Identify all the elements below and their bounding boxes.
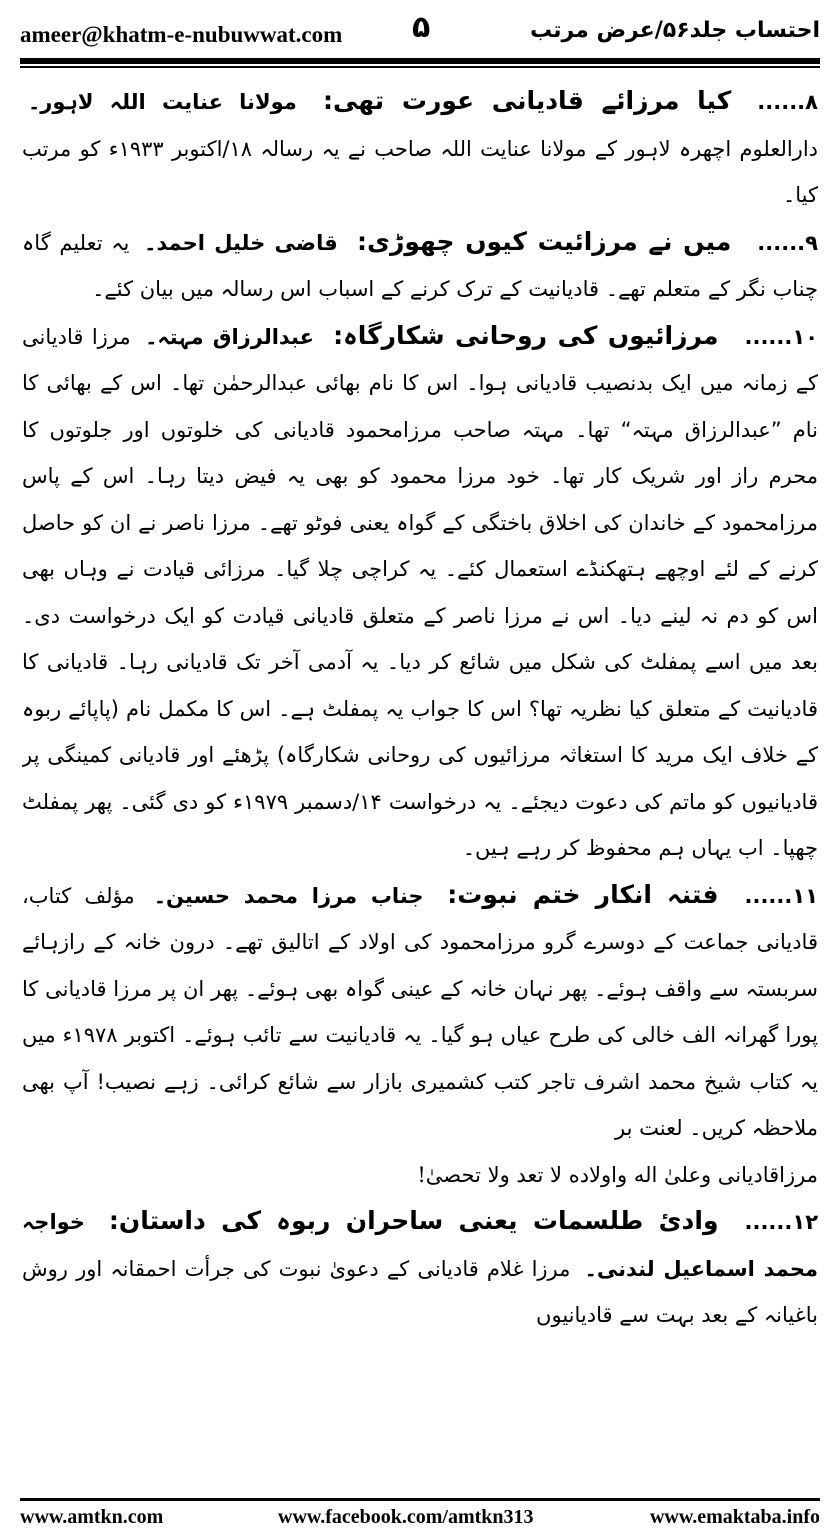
entry-8 <box>22 78 818 219</box>
entry-body: یہ تعلیم گاہ چناب نگر کے متعلم تھے۔ قادیانیت کے ترک کرنے کے اسباب اس رسالہ میں بیان کئے۔ <box>22 230 818 301</box>
footer-rule <box>20 1498 820 1501</box>
entry-number: ۹...... <box>757 230 818 255</box>
entry-11 <box>22 872 818 1199</box>
entry-12 <box>22 1198 818 1339</box>
entry-title: وادئ طلسمات یعنی ساحران ربوہ کی داستان: <box>108 1206 719 1235</box>
header-rule-thick <box>20 58 820 64</box>
entry-author: خواجہ محمد اسماعیل لندنی۔ <box>22 1210 818 1281</box>
header-rule-thin <box>20 66 820 68</box>
footer-link-facebook[interactable]: www.facebook.com/amtkn313 <box>278 1506 534 1528</box>
entry-number: ۱۰...... <box>744 324 818 349</box>
entry-number: ۸...... <box>757 90 818 114</box>
footer-link-amtkn[interactable]: www.amtkn.com <box>20 1506 164 1528</box>
book-title: احتساب جلد۵۶/عرض مرتب <box>529 18 820 43</box>
page-number: ۵ <box>412 10 431 45</box>
entry-author: جناب مرزا محمد حسین۔ <box>153 883 424 908</box>
header-email: ameer@khatm-e-nubuwwat.com <box>20 22 343 47</box>
entry-title: کیا مرزائے قادیانی عورت تھی: <box>323 86 732 115</box>
footer-link-emaktaba[interactable]: www.emaktaba.info <box>649 1506 820 1528</box>
entry-body: مرزا قادیانی کے زمانہ میں ایک بدنصیب قادیانی ہوا۔ اس کا نام بھائی عبدالرحمٰن تھا۔ اس کے بھائی کا نام ”عبدالرزاق مہتہ“ تھا۔ مہتہ صاحب مرزامحمود قادیانی کی خلوتوں اور جلوتوں کا محرم راز اور شریک کار تھا۔ خود مرزا محمود کو بھی یہ فیض دیتا رہا۔ اس کے پاس مرزامحمود کے خاندان کی اخلاق باختگی کے گواہ یعنی فوٹو تھے۔ مرزا ناصر نے ان کو حاصل کرنے کے لئے اوچھے ہتھکنڈے استعمال کئے۔ یہ کراچی چلا گیا۔ مرزائی قیادت نے وہاں بھی اس کو دم نہ لینے دیا۔ اس نے مرزا ناصر کے متعلق قادیانی قیادت کو ایک درخواست دی۔ بعد میں اسے پمفلٹ کی شکل میں شائع کر دیا۔ یہ آدمی آخر تک قادیانی رہا۔ قادیانی کا قادیانیت کے متعلق کیا نظریہ تھا؟ اس کا جواب یہ پمفلٹ ہے۔ اس کا مکمل نام (پاپائے ربوہ کے خلاف ایک مرید کا استغاثہ مرزائیوں کی روحانی شکارگاہ) پڑھئے اور قادیانی کمینگی پر قادیانیوں کو ماتم کی دعوت دیجئے۔ یہ درخواست ۱۴/دسمبر ۱۹۷۹ء کو دی گئی۔ پھر پمفلٹ چھپا۔ اب یہاں ہم محفوظ کر رہے ہیں۔ <box>22 324 818 860</box>
entry-author: عبدالرزاق مہتہ۔ <box>145 324 314 349</box>
arabic-phrase: مرزاقادیانی وعلیٰ اله واولاده لا تعد ولا تحصیٰ! <box>417 1162 818 1187</box>
entry-author: مولانا عنایت اللہ لاہور۔ <box>28 90 297 114</box>
entry-body: مرزا غلام قادیانی کے دعویٰ نبوت کی جرأت احمقانہ اور روش باغیانہ کے بعد بہت سے قادیانیوں <box>22 1256 818 1327</box>
entry-body: دارالعلوم اچھرہ لاہور کے مولانا عنایت اللہ صاحب نے یہ رسالہ ۱۸/اکتوبر ۱۹۳۳ء کو مرتب کیا۔ <box>22 136 818 207</box>
entry-9 <box>22 219 818 313</box>
entry-author: قاضی خلیل احمد۔ <box>144 230 338 255</box>
entry-number: ۱۲...... <box>744 1210 818 1234</box>
page-header <box>20 8 820 52</box>
entry-10 <box>22 313 818 872</box>
page-footer <box>20 1498 820 1532</box>
entry-title: فتنہ انکار ختم نبوت: <box>447 879 719 909</box>
entry-number: ۱۱...... <box>744 883 818 908</box>
page-content <box>22 78 818 1488</box>
entry-body: مؤلف کتاب، قادیانی جماعت کے دوسرے گرو مرزامحمود کی اولاد کے اتالیق تھے۔ درون خانہ کے رازہائے سربستہ سے واقف ہوئے۔ پھر نہان خانہ کے عینی گواہ بھی ہوئے۔ پھر ان پر مرزا قادیانی کا پورا گھرانہ الف خالی کی طرح عیاں ہو گیا۔ یہ قادیانیت سے تائب ہوئے۔ اکتوبر ۱۹۷۸ء میں یہ کتاب شیخ محمد اشرف تاجر کتب کشمیری بازار سے شائع کرائی۔ زہے نصیب! آپ بھی ملاحظہ کریں۔ لعنت بر <box>22 883 818 1140</box>
entry-title: مرزائیوں کی روحانی شکارگاہ: <box>333 320 719 350</box>
entry-title: میں نے مرزائیت کیوں چھوڑی: <box>357 226 732 256</box>
